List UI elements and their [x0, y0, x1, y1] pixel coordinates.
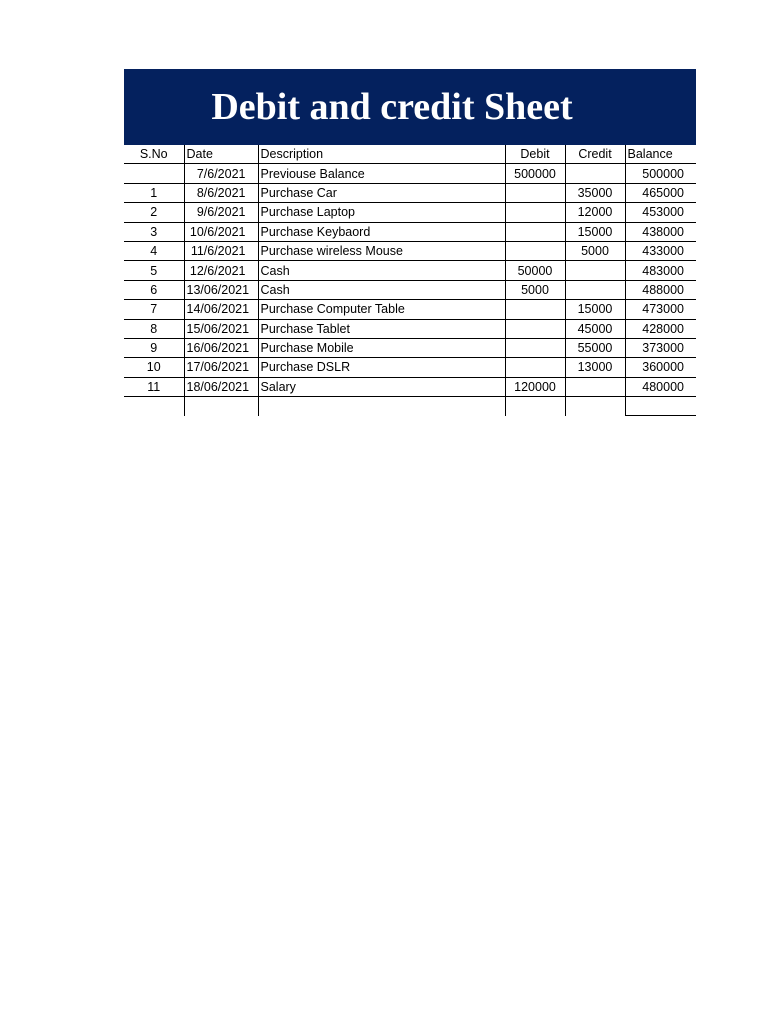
cell-sno: 5 — [124, 261, 184, 280]
cell-date: 11/6/2021 — [184, 241, 258, 260]
cell-debit: 120000 — [505, 377, 565, 396]
cell-date: 10/6/2021 — [184, 222, 258, 241]
table-row — [124, 164, 696, 183]
table-row — [124, 338, 696, 357]
table-row — [124, 280, 696, 299]
empty-cell-description — [258, 397, 505, 416]
cell-sno: 8 — [124, 319, 184, 338]
cell-debit — [505, 319, 565, 338]
cell-balance: 433000 — [625, 241, 696, 260]
cell-balance: 438000 — [625, 222, 696, 241]
cell-sno: 3 — [124, 222, 184, 241]
cell-debit — [505, 338, 565, 357]
cell-debit — [505, 183, 565, 202]
cell-sno — [124, 164, 184, 183]
cell-description: Purchase wireless Mouse — [258, 241, 505, 260]
cell-description: Purchase Laptop — [258, 203, 505, 222]
cell-description: Purchase Tablet — [258, 319, 505, 338]
table-row — [124, 300, 696, 319]
cell-sno: 4 — [124, 241, 184, 260]
cell-description: Cash — [258, 261, 505, 280]
sheet-title: Debit and credit Sheet — [211, 86, 573, 128]
table-row — [124, 203, 696, 222]
cell-credit: 35000 — [565, 183, 625, 202]
cell-credit: 55000 — [565, 338, 625, 357]
cell-date: 12/6/2021 — [184, 261, 258, 280]
cell-sno: 10 — [124, 358, 184, 377]
title-banner — [124, 69, 696, 145]
empty-cell-balance — [625, 397, 696, 416]
cell-date: 16/06/2021 — [184, 338, 258, 357]
header-balance: Balance — [625, 145, 696, 164]
empty-cell-credit — [565, 397, 625, 416]
ledger-sheet — [124, 69, 696, 416]
cell-description: Purchase Computer Table — [258, 300, 505, 319]
cell-date: 18/06/2021 — [184, 377, 258, 396]
cell-date: 14/06/2021 — [184, 300, 258, 319]
cell-credit: 12000 — [565, 203, 625, 222]
ledger-body — [124, 164, 696, 416]
cell-date: 15/06/2021 — [184, 319, 258, 338]
table-row — [124, 261, 696, 280]
cell-description: Purchase Car — [258, 183, 505, 202]
cell-credit: 15000 — [565, 222, 625, 241]
header-description: Description — [258, 145, 505, 164]
empty-cell-debit — [505, 397, 565, 416]
table-row — [124, 358, 696, 377]
header-row — [124, 145, 696, 164]
cell-balance: 488000 — [625, 280, 696, 299]
cell-sno: 11 — [124, 377, 184, 396]
cell-balance: 360000 — [625, 358, 696, 377]
cell-sno: 6 — [124, 280, 184, 299]
cell-credit — [565, 261, 625, 280]
empty-cell-sno — [124, 397, 184, 416]
table-row — [124, 319, 696, 338]
cell-date: 7/6/2021 — [184, 164, 258, 183]
header-date: Date — [184, 145, 258, 164]
cell-date: 17/06/2021 — [184, 358, 258, 377]
table-row — [124, 222, 696, 241]
header-credit: Credit — [565, 145, 625, 164]
cell-balance: 480000 — [625, 377, 696, 396]
cell-sno: 2 — [124, 203, 184, 222]
cell-debit: 500000 — [505, 164, 565, 183]
cell-balance: 465000 — [625, 183, 696, 202]
cell-debit — [505, 222, 565, 241]
cell-balance: 500000 — [625, 164, 696, 183]
cell-sno: 1 — [124, 183, 184, 202]
cell-credit: 5000 — [565, 241, 625, 260]
table-row — [124, 183, 696, 202]
cell-balance: 473000 — [625, 300, 696, 319]
header-sno: S.No — [124, 145, 184, 164]
cell-date: 13/06/2021 — [184, 280, 258, 299]
empty-row — [124, 397, 696, 416]
cell-description: Purchase Mobile — [258, 338, 505, 357]
cell-balance: 483000 — [625, 261, 696, 280]
cell-credit: 13000 — [565, 358, 625, 377]
cell-balance: 428000 — [625, 319, 696, 338]
cell-debit — [505, 358, 565, 377]
empty-cell-date — [184, 397, 258, 416]
cell-description: Salary — [258, 377, 505, 396]
cell-balance: 373000 — [625, 338, 696, 357]
cell-credit — [565, 164, 625, 183]
cell-debit: 50000 — [505, 261, 565, 280]
cell-debit — [505, 241, 565, 260]
cell-debit — [505, 300, 565, 319]
cell-description: Purchase DSLR — [258, 358, 505, 377]
table-row — [124, 377, 696, 396]
cell-sno: 7 — [124, 300, 184, 319]
cell-credit — [565, 377, 625, 396]
cell-debit — [505, 203, 565, 222]
header-debit: Debit — [505, 145, 565, 164]
cell-credit: 45000 — [565, 319, 625, 338]
cell-credit — [565, 280, 625, 299]
cell-sno: 9 — [124, 338, 184, 357]
ledger-table — [124, 145, 696, 416]
table-row — [124, 241, 696, 260]
cell-description: Cash — [258, 280, 505, 299]
cell-date: 9/6/2021 — [184, 203, 258, 222]
cell-description: Purchase Keybaord — [258, 222, 505, 241]
cell-description: Previouse Balance — [258, 164, 505, 183]
cell-balance: 453000 — [625, 203, 696, 222]
cell-debit: 5000 — [505, 280, 565, 299]
cell-date: 8/6/2021 — [184, 183, 258, 202]
cell-credit: 15000 — [565, 300, 625, 319]
